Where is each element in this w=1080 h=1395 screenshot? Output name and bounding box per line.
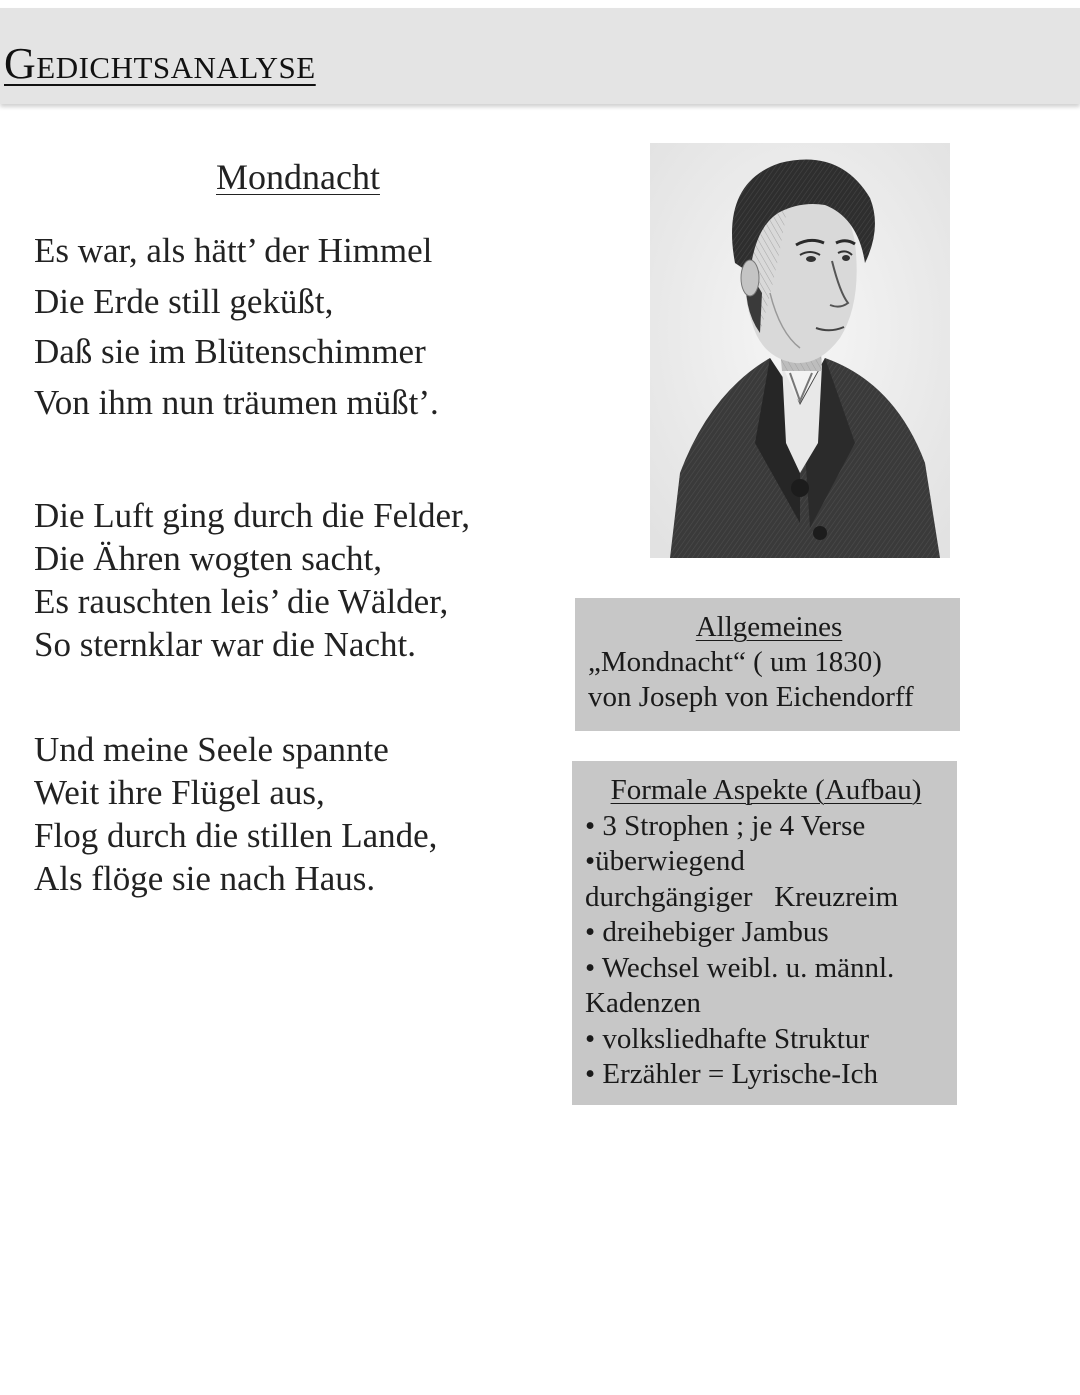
general-info-box [575,598,960,731]
formal-line: • Erzähler = Lyrische-Ich [585,1058,879,1090]
poem-line: Weit ihre Flügel aus, [34,773,325,812]
poem-line: Es war, als hätt’ der Himmel [34,231,433,270]
poem-stanza-2 [34,494,470,666]
general-heading: Allgemeines [695,611,843,643]
page-title: Gedichtsanalyse [4,39,316,88]
poem-line: Als flöge sie nach Haus. [34,859,376,898]
formal-line: • 3 Strophen ; je 4 Verse [585,809,866,842]
poem-line: So sternklar war die Nacht. [34,625,416,664]
poem-stanza-1 [34,226,439,428]
formal-line: • Wechsel weibl. u. männl. [585,951,895,984]
formal-aspects-box [572,761,957,1105]
portrait-engraving-icon [650,143,950,558]
poem-line: Flog durch die stillen Lande, [34,816,438,855]
formal-line: durchgängiger Kreuzreim [585,880,899,913]
poem-line: Die Erde still geküßt, [34,281,334,321]
poem-line: Es rauschten leis’ die Wälder, [34,582,449,621]
general-line: von Joseph von Eichendorff [588,681,914,713]
formal-line: •überwiegend [585,845,745,877]
formal-line: Kadenzen [585,987,701,1019]
poem-line: Die Ähren wogten sacht, [34,539,382,578]
poem-line: Die Luft ging durch die Felder, [34,496,470,535]
author-portrait [650,143,950,558]
poem-line: Und meine Seele spannte [34,730,389,769]
formal-line: • volksliedhafte Struktur [585,1022,869,1055]
general-line: „Mondnacht“ ( um 1830) [588,646,882,678]
poem-stanza-3 [34,728,437,900]
poem-title: Mondnacht [216,157,380,197]
formal-line: • dreihebiger Jambus [585,916,829,948]
formal-heading: Formale Aspekte (Aufbau) [610,774,922,806]
header-bar [0,8,1080,104]
poem-line: Daß sie im Blütenschimmer [34,332,426,371]
poem-line: Von ihm nun träumen müßt’. [34,382,439,422]
